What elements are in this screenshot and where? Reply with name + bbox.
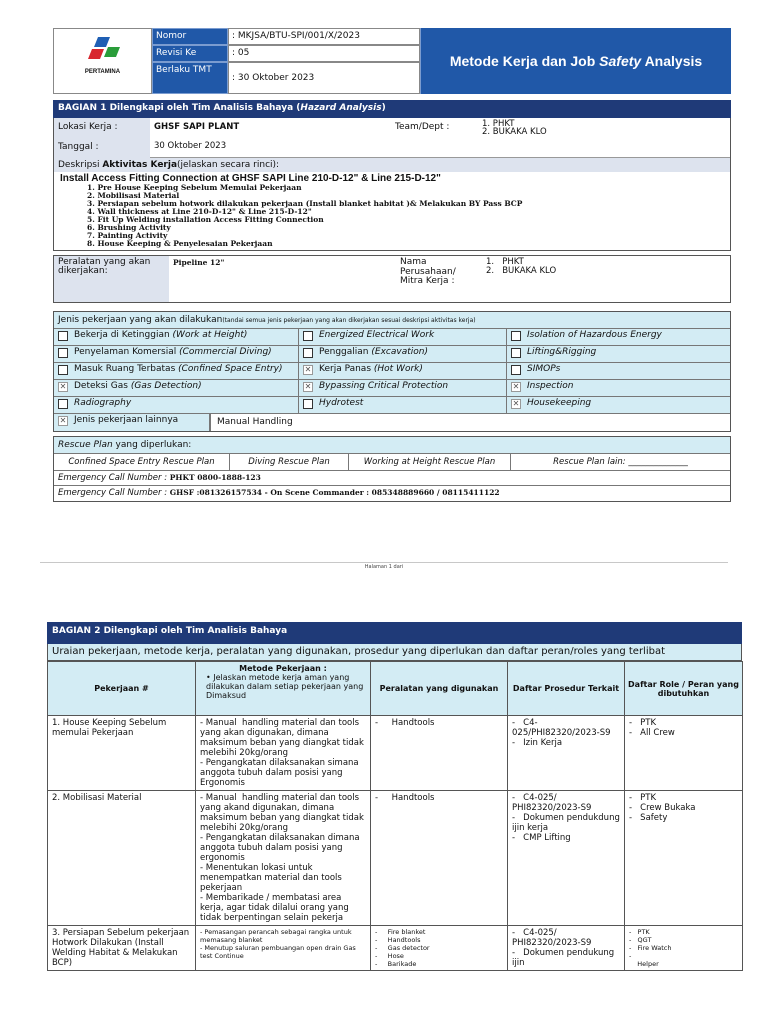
lokasi-value: GHSF SAPI PLANT <box>154 122 240 132</box>
checked-checkbox-icon[interactable]: ✕ <box>304 382 312 391</box>
cell-role-line: Helper <box>629 960 659 968</box>
checkbox-icon[interactable] <box>58 331 68 341</box>
cell-prosedur-line: - Izin Kerja <box>512 738 563 748</box>
work-type-heading <box>54 312 730 329</box>
cell-metode <box>196 791 371 926</box>
work-type-option <box>507 363 730 380</box>
team-value-2: 2. BUKAKA KLO <box>482 127 547 137</box>
work-type-label-italic: SIMOPs <box>527 364 561 374</box>
lokasi-label: Lokasi Kerja : <box>54 118 150 157</box>
work-type-label-italic: Housekeeping <box>527 398 592 408</box>
nomor-label: Nomor <box>152 28 228 45</box>
checkbox-icon[interactable] <box>303 399 313 409</box>
activity-step: 1. Pre House Keeping Sebelum Memulai Pekerjaan <box>87 183 302 192</box>
section-one-title <box>53 100 731 118</box>
activity-step: 7. Painting Activity <box>87 231 168 240</box>
work-type-label-italic: (Hot Work) <box>373 364 423 374</box>
work-type-label <box>74 365 283 374</box>
cell-prosedur <box>508 926 625 971</box>
cell-peralatan-line: - Gas detector <box>375 944 430 952</box>
document-meta <box>152 28 420 94</box>
emergency-call-2 <box>54 486 730 501</box>
checkbox-icon[interactable] <box>58 365 68 375</box>
cell-peralatan <box>371 716 508 791</box>
revisi-label: Revisi Ke <box>152 45 228 62</box>
deskripsi-label-end: (jelaskan secara rinci): <box>177 160 280 170</box>
activity-step: 8. House Keeping & Penyelesaian Pekerjaan <box>87 239 273 248</box>
col-peralatan: Peralatan yang digunakan <box>371 662 508 716</box>
work-type-label-italic: Radiography <box>74 398 132 408</box>
cell-metode-line: - Membarikade / membatasi area kerja, agar tidak dilalui orang yang tidak berpentingan selain pekerja <box>200 893 352 923</box>
nama-label: Nama Perusahaan/ Mitra Kerja : <box>400 257 456 286</box>
cell-role <box>625 926 743 971</box>
work-type-label <box>319 348 428 357</box>
rescue-plan-heading-end: yang diperlukan: <box>112 440 192 450</box>
nama-values <box>482 256 730 302</box>
revisi-value: : 05 <box>228 45 420 62</box>
cell-metode-line: - Manual handling material dan tools yang akan digunakan, dimana maksimum beban yang diangkat tidak melebihi 20kg/orang <box>200 718 367 758</box>
cell-peralatan-line: - Fire blanket <box>375 928 426 936</box>
cell-metode-line: - Pemasangan perancah sebagai rangka untuk memasang blanket <box>200 928 354 944</box>
checkbox-icon[interactable] <box>303 348 313 358</box>
section-one-body <box>53 118 731 251</box>
table-row <box>48 926 743 971</box>
work-type-label-italic: Inspection <box>527 381 574 391</box>
work-type-heading-text: Jenis pekerjaan yang akan dilakukan <box>58 315 223 325</box>
rescue-plan-options <box>54 454 730 471</box>
page-two <box>47 622 742 971</box>
work-type-label-italic: Isolation of Hazardous Energy <box>527 330 662 340</box>
cell-role <box>625 791 743 926</box>
cell-peralatan <box>371 791 508 926</box>
work-type-label-text: Deteksi Gas <box>74 381 131 391</box>
cell-role-line: - PTK <box>629 928 650 936</box>
cell-role-line: - <box>629 952 632 960</box>
work-type-label <box>527 348 596 357</box>
activity-title: Install Access Fitting Connection at GHSF SAPI Line 210-D-12" & Line 215-D-12" <box>60 173 441 184</box>
work-type-option <box>507 380 730 397</box>
peralatan-label: Peralatan yang akan dikerjakan: <box>54 256 169 302</box>
tanggal-value: 30 Oktober 2023 <box>154 141 227 151</box>
cell-metode-line: - Pengangkatan dilaksanakan simana anggota tubuh dalam posisi yang Ergonomis <box>200 758 362 788</box>
tanggal-label: Tanggal : <box>54 138 150 158</box>
work-type-label <box>74 382 202 391</box>
nama-value-2: 2. BUKAKA KLO <box>486 266 557 276</box>
cell-metode <box>196 926 371 971</box>
work-type-label-italic: Hydrotest <box>319 398 364 408</box>
nomor-value: : MKJSA/BTU-SPI/001/X/2023 <box>228 28 420 45</box>
work-type-label-text: Masuk Ruang Terbatas <box>74 364 179 374</box>
work-type-option <box>507 329 730 346</box>
col-pekerjaan: Pekerjaan # <box>48 662 196 716</box>
col-metode-desc: • Jelaskan metode kerja aman yang dilakukan dalam setiap pekerjaan yang Dimaksud <box>206 673 364 700</box>
cell-prosedur <box>508 791 625 926</box>
cell-peralatan-line: - Handtools <box>375 718 435 728</box>
work-type-label <box>527 382 574 391</box>
checkbox-icon[interactable] <box>303 331 313 341</box>
emergency-call-2-value: GHSF :081326157534 - On Scene Commander : 085348889660 / 08115411122 <box>169 488 500 497</box>
cell-prosedur-line: - CMP Lifting <box>512 833 571 843</box>
cell-role-line: - QGT <box>629 936 652 944</box>
work-type-option <box>299 397 507 414</box>
cell-role-line: - Safety <box>629 813 668 823</box>
work-type-label-italic: (Excavation) <box>371 347 428 357</box>
activity-steps <box>60 184 724 248</box>
work-type-label <box>527 365 560 374</box>
pertamina-logo-icon <box>84 35 124 67</box>
cell-metode-line: - Manual handling material dan tools yang akand digunakan, dimana maksimum beban yang diangkat tidak melebihi 20kg/orang <box>200 793 367 833</box>
work-type-label-text: Bekerja di Ketinggian <box>74 330 173 340</box>
checked-checkbox-icon[interactable]: ✕ <box>59 416 67 425</box>
checkbox-icon[interactable] <box>511 331 521 341</box>
work-type-label-italic: Lifting&Rigging <box>527 347 597 357</box>
cell-peralatan-line: - Hose <box>375 952 404 960</box>
activity-step: 3. Persiapan sebelum hotwork dilakukan pekerjaan (Install blanket habitat )& Melakukan BY Pass BCP <box>87 199 523 208</box>
cell-role-line: - All Crew <box>629 728 675 738</box>
cell-pekerjaan: 1. House Keeping Sebelum memulai Pekerjaan <box>48 716 196 791</box>
cell-peralatan-line: - Barikade <box>375 960 417 968</box>
berlaku-label: Berlaku TMT <box>152 62 228 94</box>
cell-role-line: - PTK <box>629 793 657 803</box>
cell-prosedur-line: - Dokumen pendukdung ijin kerja <box>512 813 623 833</box>
cell-role-line: - Fire Watch <box>629 944 672 952</box>
work-type-option <box>54 363 299 380</box>
peralatan-box <box>53 255 731 303</box>
rescue-plan-confined-space[interactable]: Confined Space Entry Rescue Plan <box>54 454 230 470</box>
work-type-label <box>319 399 363 408</box>
activity-step: 5. Fit Up Welding installation Access Fitting Connection <box>87 215 324 224</box>
work-type-label-italic: (Work at Height) <box>172 330 248 340</box>
work-type-option <box>54 329 299 346</box>
document-header <box>53 28 731 94</box>
work-type-option <box>299 363 507 380</box>
emergency-call-2-label: Emergency Call Number : <box>58 488 170 498</box>
work-type-option <box>507 346 730 363</box>
work-type-grid <box>54 329 730 414</box>
cell-pekerjaan: 3. Persiapan Sebelum pekerjaan Hotwork Dilakukan (Install Welding Habitat & Melakukan BCP) <box>48 926 196 971</box>
table-row <box>48 791 743 926</box>
rescue-plan-heading-italic: Rescue Plan <box>58 440 113 450</box>
cell-metode <box>196 716 371 791</box>
work-type-other-value: Manual Handling <box>210 414 730 431</box>
work-type-label-italic: (Confined Space Entry) <box>178 364 283 374</box>
page-one <box>53 28 731 502</box>
team-label: Team/Dept : <box>395 122 450 132</box>
activity-step: 6. Brushing Activity <box>87 223 171 232</box>
section-two-title: BAGIAN 2 Dilengkapi oleh Tim Analisis Bahaya <box>47 622 742 644</box>
work-type-option <box>507 397 730 414</box>
cell-metode-line: - Menentukan lokasi untuk menempatkan material dan tools pekerjaan <box>200 863 345 893</box>
work-type-other-row <box>54 414 730 431</box>
work-type-label <box>527 331 662 340</box>
cell-peralatan <box>371 926 508 971</box>
checked-checkbox-icon[interactable]: ✕ <box>59 382 67 391</box>
work-type-heading-note: (tandai semua jenis pekerjaan yang akan dikerjakan sesuai deskripsi aktivitas kerja) <box>222 317 476 324</box>
title-italic: Safety <box>599 53 642 69</box>
col-prosedur: Daftar Prosedur Terkait <box>508 662 625 716</box>
berlaku-value: : 30 Oktober 2023 <box>228 62 420 94</box>
section-one-title-text: BAGIAN 1 Dilengkapi oleh Tim Analisis Bahaya ( <box>58 103 301 113</box>
cell-prosedur-line: - C4-025/ PHI82320/2023-S9 <box>512 928 592 948</box>
work-type-option <box>54 380 299 397</box>
page-number: Halaman 1 dari <box>364 564 404 570</box>
work-type-label-text: Kerja Panas <box>319 364 374 374</box>
cell-prosedur-line: - C4-025/PHI82320/2023-S9 <box>512 718 611 738</box>
checkbox-icon[interactable] <box>58 348 68 358</box>
logo-text: PERTAMINA <box>84 69 121 75</box>
work-type-label <box>74 348 272 357</box>
checked-checkbox-icon[interactable]: ✕ <box>512 382 520 391</box>
work-type-label-text: Penyelaman Komersial <box>74 347 180 357</box>
emergency-call-1-value: PHKT 0800-1888-123 <box>169 473 261 482</box>
section-one-title-italic: Hazard Analysis <box>300 103 382 113</box>
cell-prosedur <box>508 716 625 791</box>
checked-checkbox-icon[interactable]: ✕ <box>304 365 312 374</box>
deskripsi-label-text: Deskripsi <box>58 160 103 170</box>
work-method-table <box>47 661 743 971</box>
work-type-option <box>54 346 299 363</box>
team-value-1: 1. PHKT <box>482 119 515 129</box>
section-two-subtitle: Uraian pekerjaan, metode kerja, peralatan yang digunakan, prosedur yang diperlukan dan daftar peran/roles yang terlibat <box>47 644 742 661</box>
work-type-label <box>527 399 591 408</box>
col-role: Daftar Role / Peran yang dibutuhkan <box>625 662 743 716</box>
work-type-other-label: Jenis pekerjaan lainnya <box>74 415 179 425</box>
emergency-call-1-label: Emergency Call Number : <box>58 473 170 483</box>
company-logo <box>53 28 152 94</box>
col-metode-title: Metode Pekerjaan : <box>239 664 327 673</box>
work-type-option <box>299 329 507 346</box>
checkbox-icon[interactable] <box>511 348 521 358</box>
cell-metode-line: - Menutup saluran pembuangan open drain Gas test Continue <box>200 944 358 960</box>
section-one-title-end: ) <box>381 103 386 113</box>
rescue-plan-height[interactable]: Working at Height Rescue Plan <box>349 454 511 470</box>
emergency-call-1 <box>54 471 730 486</box>
work-type-option <box>54 397 299 414</box>
cell-prosedur-line: - Dokumen pendukung ijin <box>512 948 617 968</box>
work-type-other <box>54 414 210 431</box>
nama-value-1: 1. PHKT <box>486 257 524 267</box>
work-type-label <box>319 365 423 374</box>
title-end: Analysis <box>641 53 703 69</box>
deskripsi-label-bold: Aktivitas Kerja <box>102 160 178 170</box>
rescue-plan-other[interactable]: Rescue Plan lain: ______________ <box>553 457 688 467</box>
cell-prosedur-line: - C4-025/ PHI82320/2023-S9 <box>512 793 592 813</box>
document-title <box>420 28 731 94</box>
cell-metode-line: - Pengangkatan dilaksanakan dimana anggota tubuh dalam posisi yang ergonomis <box>200 833 363 863</box>
cell-role <box>625 716 743 791</box>
work-type-option <box>299 380 507 397</box>
work-type-label-text: Penggalian <box>319 347 372 357</box>
work-type-label-italic: Energized Electrical Work <box>319 330 435 340</box>
activity-step: 2. Mobilisasi Material <box>87 191 180 200</box>
work-type-label-italic: Bypassing Critical Protection <box>319 381 449 391</box>
work-type-label <box>74 331 247 340</box>
work-type-label <box>319 331 434 340</box>
rescue-plan-box <box>53 436 731 502</box>
work-type-option <box>299 346 507 363</box>
work-type-label <box>74 399 131 408</box>
work-type-checklist <box>53 311 731 432</box>
checkbox-icon[interactable] <box>58 399 68 409</box>
cell-role-line: - PTK <box>629 718 657 728</box>
cell-peralatan-line: - Handtools <box>375 793 435 803</box>
team-values <box>478 118 730 157</box>
rescue-plan-heading <box>54 437 730 454</box>
rescue-plan-diving[interactable]: Diving Rescue Plan <box>230 454 349 470</box>
activity-step: 4. Wall thickness at Line 210-D-12" & Line 215-D-12" <box>87 207 312 216</box>
page-divider <box>40 562 728 563</box>
checkbox-icon[interactable] <box>511 365 521 375</box>
cell-pekerjaan: 2. Mobilisasi Material <box>48 791 196 926</box>
peralatan-value: Pipeline 12" <box>173 258 225 267</box>
work-type-label-italic: (Gas Detection) <box>130 381 202 391</box>
title-main: Metode Kerja dan Job <box>449 53 600 69</box>
work-type-label <box>319 382 448 391</box>
deskripsi-label <box>54 158 730 172</box>
table-row <box>48 716 743 791</box>
col-metode <box>196 662 371 716</box>
cell-role-line: - Crew Bukaka <box>629 803 696 813</box>
work-type-label-italic: (Commercial Diving) <box>179 347 272 357</box>
cell-peralatan-line: - Handtools <box>375 936 421 944</box>
checked-checkbox-icon[interactable]: ✕ <box>512 399 520 408</box>
